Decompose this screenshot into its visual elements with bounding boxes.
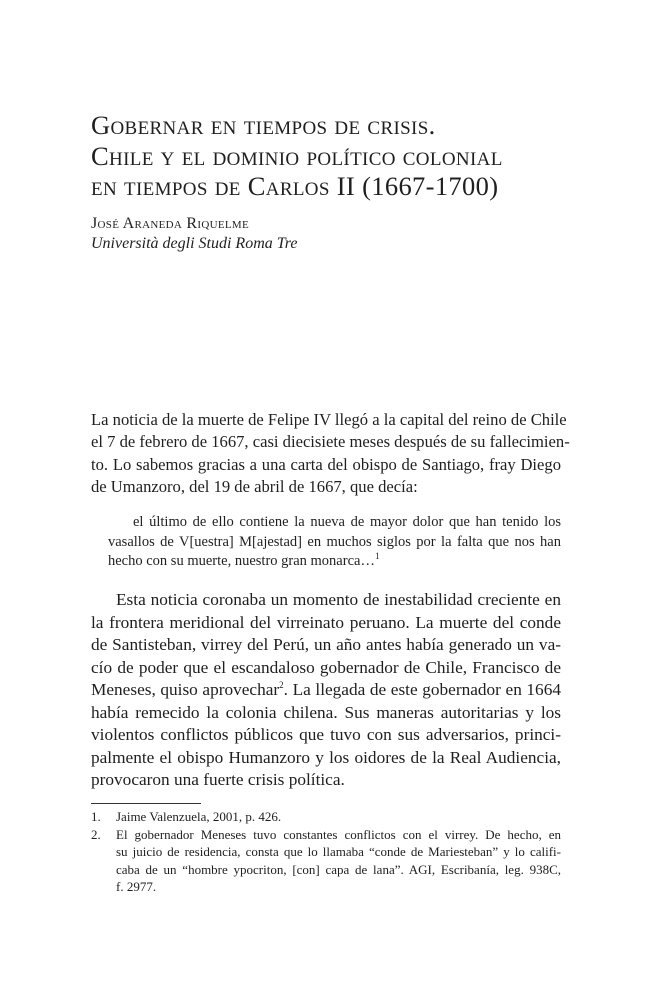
text-line: Esta noticia coronaba un momento de inestabilidad creciente en	[116, 590, 561, 609]
text-line: provocaron una fuerte crisis política.	[91, 770, 345, 789]
quote-line: vasallos de V[uestra] M[ajestad] en muchos siglos por la falta que nos han	[108, 533, 561, 550]
title-line: en tiempos de Carlos II (1667-1700)	[91, 171, 499, 201]
footnote-line: El gobernador Meneses tuvo constantes conflictos con el virrey. De hecho, en	[116, 826, 561, 842]
text-line: de Santisteban, virrey del Perú, un año antes había generado un va-	[91, 635, 561, 654]
text-line: La noticia de la muerte de Felipe IV llegó a la capital del reino de Chile	[91, 410, 567, 429]
text-line: to. Lo sabemos gracias a una carta del obispo de Santiago, fray Diego	[91, 454, 561, 474]
quote-line-text: hecho con su muerte, nuestro gran monarca…	[108, 553, 375, 570]
title-line: Gobernar en tiempos de crisis.	[91, 110, 436, 140]
text-segment: Meneses, quiso aprovechar	[91, 680, 280, 699]
footnote-line: Jaime Valenzuela, 2001, p. 426.	[116, 809, 282, 824]
footnote-line: caba de un “hombre ypocriton, [con] capa de lana”. AGI, Escribanía, leg. 938C,	[116, 861, 561, 877]
title-line: Chile y el dominio político colonial	[91, 140, 503, 171]
text-line: de Umanzoro, del 19 de abril de 1667, que decía:	[91, 477, 418, 497]
footnote-divider	[91, 803, 201, 804]
article-title	[91, 110, 571, 202]
footnote-number: 1.	[91, 809, 101, 824]
footnote-1	[91, 808, 561, 826]
text-segment: . La llegada de este gobernador en 1664	[283, 680, 561, 699]
footnote-ref-2[interactable]: 2	[279, 680, 284, 691]
block-quote	[108, 513, 561, 572]
author-block	[91, 214, 298, 254]
footnote-ref-1[interactable]: 1	[374, 551, 380, 562]
text-line: la frontera meridional del virreinato peruano. La muerte del conde	[91, 612, 561, 632]
quote-line: el último de ello contiene la nueva de mayor dolor que han tenido los	[133, 514, 561, 530]
footnote-line: f. 2977.	[116, 879, 157, 894]
paragraph-1	[91, 409, 570, 499]
footnote-number: 2.	[91, 826, 101, 842]
text-line: violentos conflictos públicos que tuvo con sus adversarios, princi-	[91, 725, 561, 744]
quote-line-last	[108, 552, 561, 572]
footnotes	[91, 808, 561, 896]
footnote-2	[91, 826, 561, 896]
author-affiliation: Università degli Studi Roma Tre	[91, 235, 298, 252]
footnote-line: su juicio de residencia, consta que lo llamaba “conde de Mariesteban” y lo califi-	[116, 844, 561, 859]
text-line: el 7 de febrero de 1667, casi diecisiete meses después de su fallecimien-	[91, 432, 570, 452]
author-name: José Araneda Riquelme	[91, 215, 249, 232]
paragraph-2	[91, 589, 561, 792]
text-line: había remecido la colonia chilena. Sus maneras autoritarias y los	[91, 702, 561, 722]
text-line: cío de poder que el escandaloso gobernador de Chile, Francisco de	[91, 657, 561, 677]
text-line: palmente el obispo Humanzoro y los oidores de la Real Audiencia,	[91, 747, 561, 767]
text-line-with-ref	[91, 679, 561, 702]
